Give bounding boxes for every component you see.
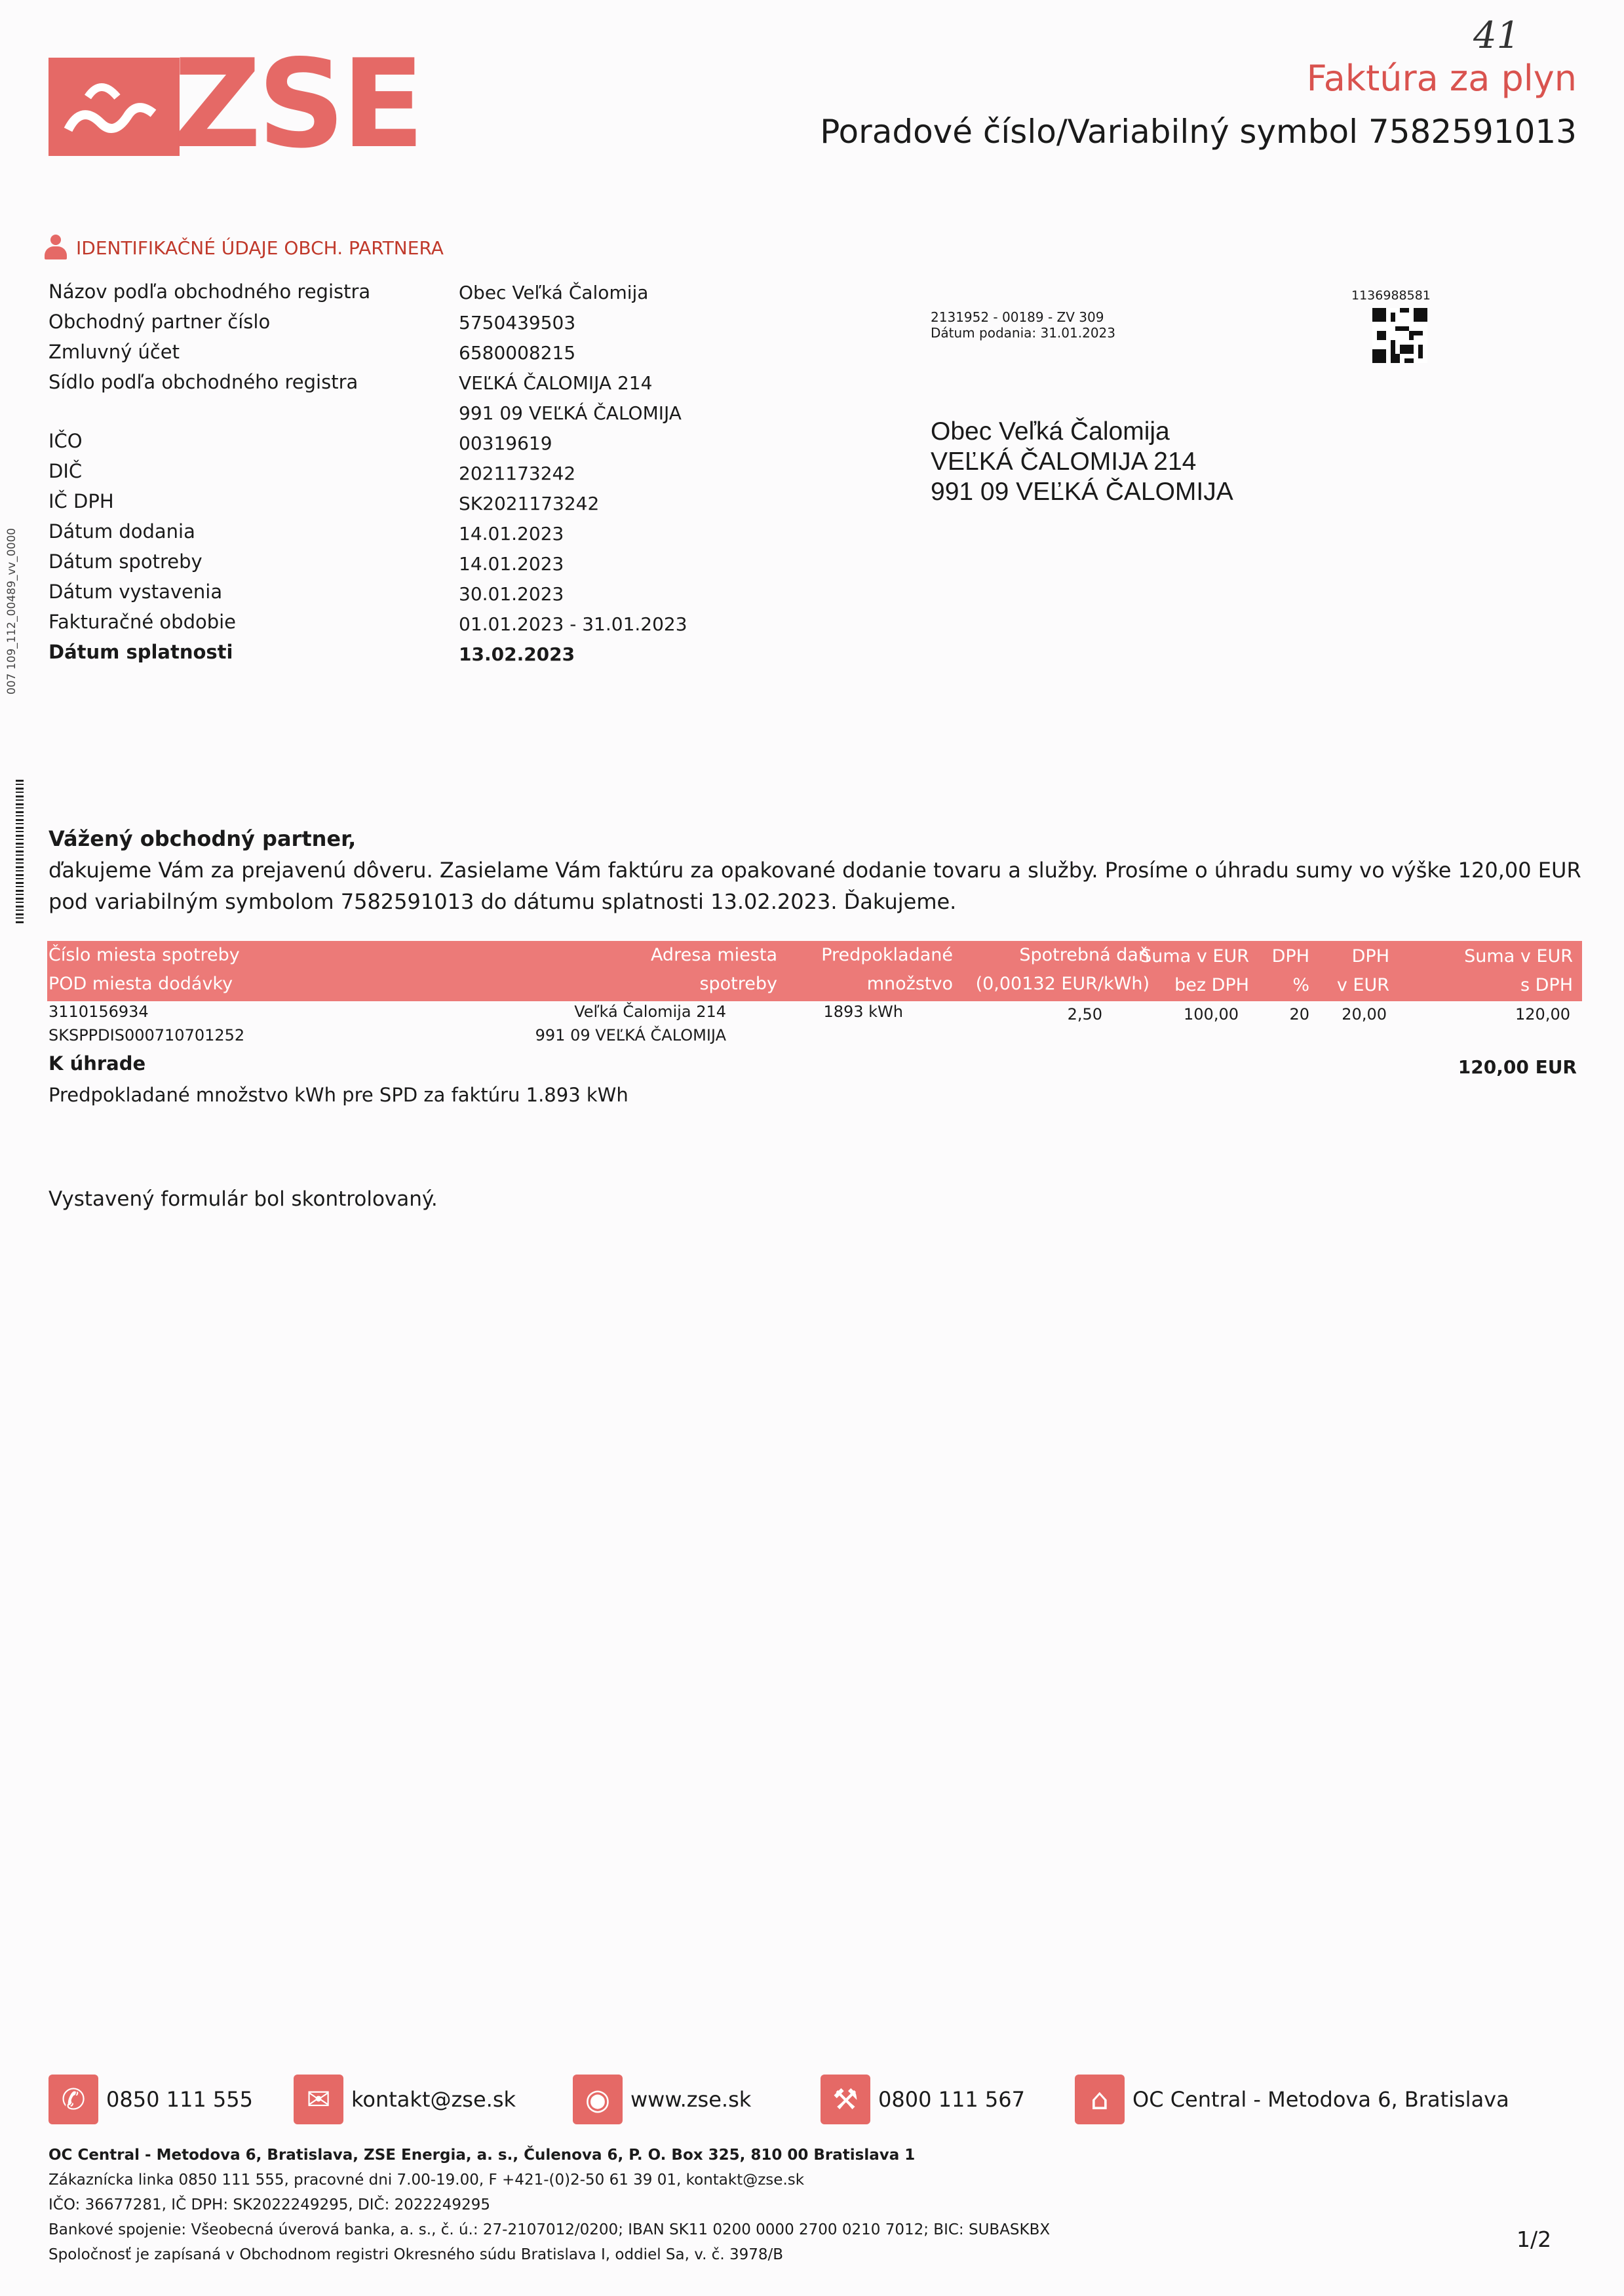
col-header-address: Adresa miesta xyxy=(650,945,777,965)
table-header xyxy=(47,941,1582,1001)
cell-address: 991 09 VEĽKÁ ČALOMIJA xyxy=(535,1026,726,1044)
partner-value: 00319619 xyxy=(459,432,552,454)
posting-ref-line: 2131952 - 00189 - ZV 309 xyxy=(931,309,1104,325)
recipient-address xyxy=(931,417,1233,507)
partner-label: DIČ xyxy=(48,460,83,482)
col-header-address: spotreby xyxy=(699,974,777,994)
col-header-quantity: Predpokladané xyxy=(821,945,953,965)
partner-label: Názov podľa obchodného registra xyxy=(48,280,371,303)
partner-value: VEĽKÁ ČALOMIJA 214 xyxy=(459,372,653,394)
due-date-label: Dátum splatnosti xyxy=(48,641,233,663)
partner-label: IČ DPH xyxy=(48,490,114,512)
partner-value: 14.01.2023 xyxy=(459,553,564,575)
contact-office xyxy=(1075,2075,1509,2124)
letter-body: ďakujeme Vám za prejavenú dôveru. Zasielame Vám faktúru za opakované dodanie tovaru a služby. Prosíme o úhradu sumy vo výške 120,00 EUR pod variabilným symbolom 7582591013 do dátumu splatnosti 13.02.2023. Ďakujeme. xyxy=(48,858,1581,914)
partner-label: Zmluvný účet xyxy=(48,341,180,363)
col-header-sum-no-vat: bez DPH xyxy=(1174,975,1249,995)
invoice-number: Poradové číslo/Variabilný symbol 7582591013 xyxy=(820,113,1577,151)
side-code: 007 109_112_00489_vv_0000 xyxy=(5,527,18,695)
col-header-sum-vat: s DPH xyxy=(1520,975,1573,995)
address-line: VEĽKÁ ČALOMIJA 214 xyxy=(931,448,1197,476)
posting-date: Dátum podania: 31.01.2023 xyxy=(931,325,1115,341)
logo-text: ZSE xyxy=(173,33,421,175)
col-header-vat-eur: DPH xyxy=(1351,946,1389,966)
footer-line: Spoločnosť je zapísaná v Obchodnom registri Okresného súdu Bratislava I, oddiel Sa, v. č. 3978/B xyxy=(48,2246,784,2263)
partner-label: Dátum dodania xyxy=(48,520,195,543)
phone-icon: ✆ xyxy=(48,2075,98,2124)
partner-value: 6580008215 xyxy=(459,342,576,364)
contact-service xyxy=(821,2075,1025,2124)
address-line: Obec Veľká Čalomija xyxy=(931,417,1170,446)
cell-vat-eur: 20,00 xyxy=(1342,1005,1387,1024)
qr-code-icon xyxy=(1372,308,1427,363)
col-header-sum-no-vat: Suma v EUR xyxy=(1140,946,1249,966)
partner-value: SK2021173242 xyxy=(459,493,600,514)
cell-quantity: 1893 kWh xyxy=(823,1003,903,1021)
partner-label: Obchodný partner číslo xyxy=(48,311,271,333)
letter-text xyxy=(48,823,1582,917)
footer-line: IČO: 36677281, IČ DPH: SK2022249295, DIČ: 2022249295 xyxy=(48,2196,490,2213)
contact-service-text: 0800 111 567 xyxy=(878,2087,1025,2112)
person-icon xyxy=(45,235,67,261)
checked-note: Vystavený formulár bol skontrolovaný. xyxy=(48,1187,438,1211)
zse-logo xyxy=(48,33,421,175)
footer-line: Zákaznícka linka 0850 111 555, pracovné dni 7.00-19.00, F +421-(0)2-50 61 39 01, kontakt@zse.sk xyxy=(48,2172,805,2189)
footer-line: OC Central - Metodova 6, Bratislava, ZSE Energia, a. s., Čulenova 6, P. O. Box 325, 810 00 Bratislava 1 xyxy=(48,2147,916,2164)
house-icon: ⌂ xyxy=(1075,2075,1125,2124)
contact-phone xyxy=(48,2075,253,2124)
cell-vat-pct: 20 xyxy=(1289,1005,1309,1024)
side-barcode-icon xyxy=(16,780,24,924)
col-header-pod: POD miesta dodávky xyxy=(48,974,233,994)
col-header-excise: Spotrebná daň xyxy=(1019,945,1150,965)
due-date-value: 13.02.2023 xyxy=(459,643,575,665)
partner-value: 991 09 VEĽKÁ ČALOMIJA xyxy=(459,402,682,424)
quantity-note: Predpokladané množstvo kWh pre SPD za faktúru 1.893 kWh xyxy=(48,1084,628,1106)
letter-greeting: Vážený obchodný partner, xyxy=(48,826,357,851)
contact-web xyxy=(573,2075,751,2124)
col-header-place: Číslo miesta spotreby xyxy=(48,945,240,965)
col-header-vat-eur: v EUR xyxy=(1336,975,1389,995)
posting-reference xyxy=(931,309,1115,341)
contact-email-text: kontakt@zse.sk xyxy=(351,2087,516,2112)
zse-logo-mark-icon xyxy=(48,58,180,156)
cell-sum-no-vat: 100,00 xyxy=(1184,1005,1239,1024)
partner-label: Fakturačné obdobie xyxy=(48,611,237,633)
cell-place-number: 3110156934 xyxy=(48,1003,149,1021)
col-header-vat-pct: DPH xyxy=(1271,946,1309,966)
contact-email xyxy=(294,2075,516,2124)
globe-icon: ◉ xyxy=(573,2075,623,2124)
cell-excise: 2,50 xyxy=(1067,1005,1102,1024)
tools-icon: ⚒ xyxy=(821,2075,870,2124)
partner-label: Dátum spotreby xyxy=(48,550,203,573)
col-header-excise: (0,00132 EUR/kWh) xyxy=(975,974,1150,994)
partner-value: 01.01.2023 - 31.01.2023 xyxy=(459,613,687,635)
footer-line: Bankové spojenie: Všeobecná úverová banka, a. s., č. ú.: 27-2107012/0200; IBAN SK11 0200 0000 2700 0210 7012; BIC: SUBASKBX xyxy=(48,2221,1051,2238)
contact-phone-text: 0850 111 555 xyxy=(106,2087,253,2112)
col-header-quantity: množstvo xyxy=(866,974,953,994)
col-header-sum-vat: Suma v EUR xyxy=(1464,946,1573,966)
footer xyxy=(48,2143,1050,2267)
partner-label: IČO xyxy=(48,430,83,452)
handwritten-number: 41 xyxy=(1473,14,1520,57)
cell-address: Veľká Čalomija 214 xyxy=(574,1003,726,1021)
page-number: 1/2 xyxy=(1517,2227,1552,2252)
contact-office-text: OC Central - Metodova 6, Bratislava xyxy=(1132,2087,1509,2112)
partner-value: Obec Veľká Čalomija xyxy=(459,282,649,303)
cell-pod: SKSPPDIS000710701252 xyxy=(48,1026,245,1044)
invoice-title: Faktúra za plyn xyxy=(1306,58,1577,99)
partner-label: Sídlo podľa obchodného registra xyxy=(48,371,358,393)
partner-value: 2021173242 xyxy=(459,463,576,484)
partner-value: 5750439503 xyxy=(459,312,576,334)
partner-label: Dátum vystavenia xyxy=(48,581,223,603)
amount-due-label: K úhrade xyxy=(48,1052,146,1075)
col-header-vat-pct: % xyxy=(1292,975,1309,995)
partner-section-title: IDENTIFIKAČNÉ ÚDAJE OBCH. PARTNERA xyxy=(76,237,444,259)
partner-section-heading xyxy=(45,235,444,261)
cell-sum-vat: 120,00 xyxy=(1515,1005,1570,1024)
envelope-icon: ✉ xyxy=(294,2075,343,2124)
barcode-number: 1136988581 xyxy=(1351,288,1431,303)
partner-value: 14.01.2023 xyxy=(459,523,564,545)
contact-web-text: www.zse.sk xyxy=(630,2087,752,2112)
address-line: 991 09 VEĽKÁ ČALOMIJA xyxy=(931,478,1233,506)
amount-due-value: 120,00 EUR xyxy=(1458,1056,1577,1078)
partner-value: 30.01.2023 xyxy=(459,583,564,605)
